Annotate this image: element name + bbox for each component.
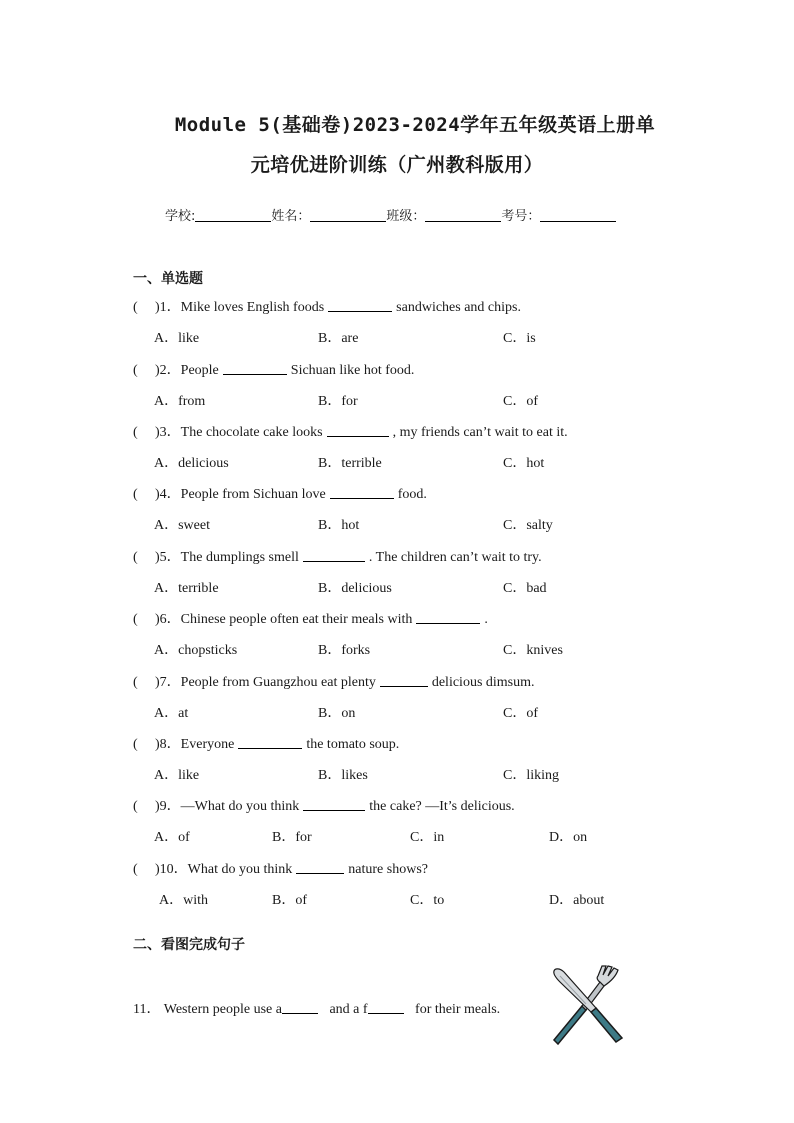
- question-number: )3．: [155, 425, 181, 440]
- question-number: )10．: [155, 862, 188, 877]
- question-9: [133, 795, 515, 815]
- answer-paren[interactable]: (: [133, 425, 138, 440]
- student-info: [165, 205, 616, 224]
- answer-paren[interactable]: (: [133, 737, 138, 752]
- option-b[interactable]: B．delicious: [318, 581, 392, 596]
- question-text-after: the cake? —It’s delicious.: [369, 799, 515, 814]
- school-blank[interactable]: [195, 221, 271, 222]
- option-c[interactable]: C．of: [503, 394, 538, 409]
- knife-and-fork-icon: [546, 964, 626, 1048]
- option-a[interactable]: A．like: [154, 768, 200, 783]
- number-label: 考号：: [501, 209, 541, 224]
- option-d[interactable]: D．on: [549, 830, 588, 845]
- answer-paren[interactable]: (: [133, 300, 138, 315]
- section-heading-1: 一、单选题: [133, 271, 203, 287]
- option-b[interactable]: B．likes: [318, 768, 368, 783]
- question-text-before: Everyone: [180, 737, 235, 752]
- option-c[interactable]: C．bad: [503, 581, 547, 596]
- option-a[interactable]: A．from: [154, 394, 206, 409]
- option-b[interactable]: B．on: [318, 706, 356, 721]
- question-4: [133, 483, 427, 503]
- question-text-after: delicious dimsum.: [431, 675, 535, 690]
- question-1: [133, 296, 521, 316]
- question-blank[interactable]: [303, 561, 365, 562]
- question-number: )4．: [155, 487, 181, 502]
- question-text-after: food.: [397, 487, 427, 502]
- question-number: )1．: [155, 300, 181, 315]
- question-blank[interactable]: [380, 686, 428, 687]
- option-b[interactable]: B．forks: [318, 643, 371, 658]
- name-label: 姓名：: [271, 209, 311, 224]
- question-blank[interactable]: [296, 873, 344, 874]
- question-number: )8．: [155, 737, 181, 752]
- question-blank[interactable]: [330, 498, 394, 499]
- option-b[interactable]: B．are: [318, 331, 359, 346]
- question-3: [133, 421, 568, 441]
- option-c[interactable]: C．of: [503, 706, 538, 721]
- option-a[interactable]: A．like: [154, 331, 200, 346]
- class-blank[interactable]: [425, 221, 501, 222]
- name-blank[interactable]: [310, 221, 386, 222]
- option-c[interactable]: C．hot: [503, 456, 545, 471]
- question-number: )5．: [155, 550, 181, 565]
- option-b[interactable]: B．for: [272, 830, 312, 845]
- option-c[interactable]: C．in: [410, 830, 445, 845]
- option-c[interactable]: C．liking: [503, 768, 560, 783]
- question-blank[interactable]: [223, 374, 287, 375]
- question-blank[interactable]: [327, 436, 389, 437]
- q11-text-2: and a f: [329, 1002, 368, 1017]
- q11-blank-2[interactable]: [368, 1013, 404, 1014]
- number-blank[interactable]: [540, 221, 616, 222]
- option-b[interactable]: B．of: [272, 893, 307, 908]
- question-text-before: People from Sichuan love: [180, 487, 326, 502]
- question-text-before: Chinese people often eat their meals with: [180, 612, 413, 627]
- answer-paren[interactable]: (: [133, 799, 138, 814]
- question-6: [133, 608, 488, 628]
- option-a[interactable]: A．delicious: [154, 456, 229, 471]
- answer-paren[interactable]: (: [133, 862, 138, 877]
- question-number: )9．: [155, 799, 181, 814]
- question-text-after: sandwiches and chips.: [396, 300, 521, 315]
- question-7: [133, 671, 535, 691]
- option-a[interactable]: A．terrible: [154, 581, 219, 596]
- question-8: [133, 733, 399, 753]
- q11-blank-1[interactable]: [282, 1013, 318, 1014]
- question-number: )6．: [155, 612, 181, 627]
- option-c[interactable]: C．salty: [503, 518, 553, 533]
- question-2: [133, 359, 414, 379]
- q11-text-3: for their meals.: [415, 1002, 501, 1017]
- school-label: 学校:: [165, 209, 196, 224]
- option-b[interactable]: B．terrible: [318, 456, 382, 471]
- question-blank[interactable]: [416, 623, 480, 624]
- title-line-1: Module 5(基础卷)2023-2024学年五年级英语上册单: [174, 114, 656, 136]
- q11-text-1: Western people use a: [163, 1002, 282, 1017]
- question-blank[interactable]: [328, 311, 392, 312]
- option-c[interactable]: C．knives: [503, 643, 563, 658]
- q11-number: 11．: [133, 1002, 161, 1017]
- question-text-after: .: [484, 612, 488, 627]
- question-blank[interactable]: [238, 748, 302, 749]
- option-b[interactable]: B．hot: [318, 518, 360, 533]
- option-c[interactable]: C．is: [503, 331, 536, 346]
- option-a[interactable]: A．sweet: [154, 518, 210, 533]
- question-text-after: . The children can’t wait to try.: [368, 550, 542, 565]
- question-text-before: The dumplings smell: [180, 550, 299, 565]
- question-5: [133, 546, 542, 566]
- answer-paren[interactable]: (: [133, 363, 138, 378]
- answer-paren[interactable]: (: [133, 487, 138, 502]
- question-text-after: Sichuan like hot food.: [290, 363, 415, 378]
- class-label: 班级：: [386, 209, 426, 224]
- question-text-after: , my friends can’t wait to eat it.: [392, 425, 568, 440]
- question-11: [133, 998, 500, 1018]
- option-a[interactable]: A．of: [154, 830, 190, 845]
- answer-paren[interactable]: (: [133, 612, 138, 627]
- option-a[interactable]: A．chopsticks: [154, 643, 238, 658]
- question-text-before: Mike loves English foods: [180, 300, 325, 315]
- question-number: )7．: [155, 675, 181, 690]
- option-a[interactable]: A．with: [159, 893, 208, 908]
- question-text-after: the tomato soup.: [306, 737, 400, 752]
- question-text-after: nature shows?: [348, 862, 428, 877]
- question-text-before: People from Guangzhou eat plenty: [180, 675, 376, 690]
- question-text-before: People: [180, 363, 219, 378]
- option-b[interactable]: B．for: [318, 394, 358, 409]
- option-c[interactable]: C．to: [410, 893, 445, 908]
- question-text-before: What do you think: [187, 862, 293, 877]
- section-heading-2: 二、看图完成句子: [133, 937, 245, 953]
- title-line-2: 元培优进阶训练（广州教科版用）: [250, 154, 544, 176]
- question-10: [133, 858, 428, 878]
- answer-paren[interactable]: (: [133, 675, 138, 690]
- question-blank[interactable]: [303, 810, 365, 811]
- question-number: )2．: [155, 363, 181, 378]
- option-d[interactable]: D．about: [549, 893, 605, 908]
- question-text-before: —What do you think: [180, 799, 300, 814]
- option-a[interactable]: A．at: [154, 706, 189, 721]
- answer-paren[interactable]: (: [133, 550, 138, 565]
- question-text-before: The chocolate cake looks: [180, 425, 323, 440]
